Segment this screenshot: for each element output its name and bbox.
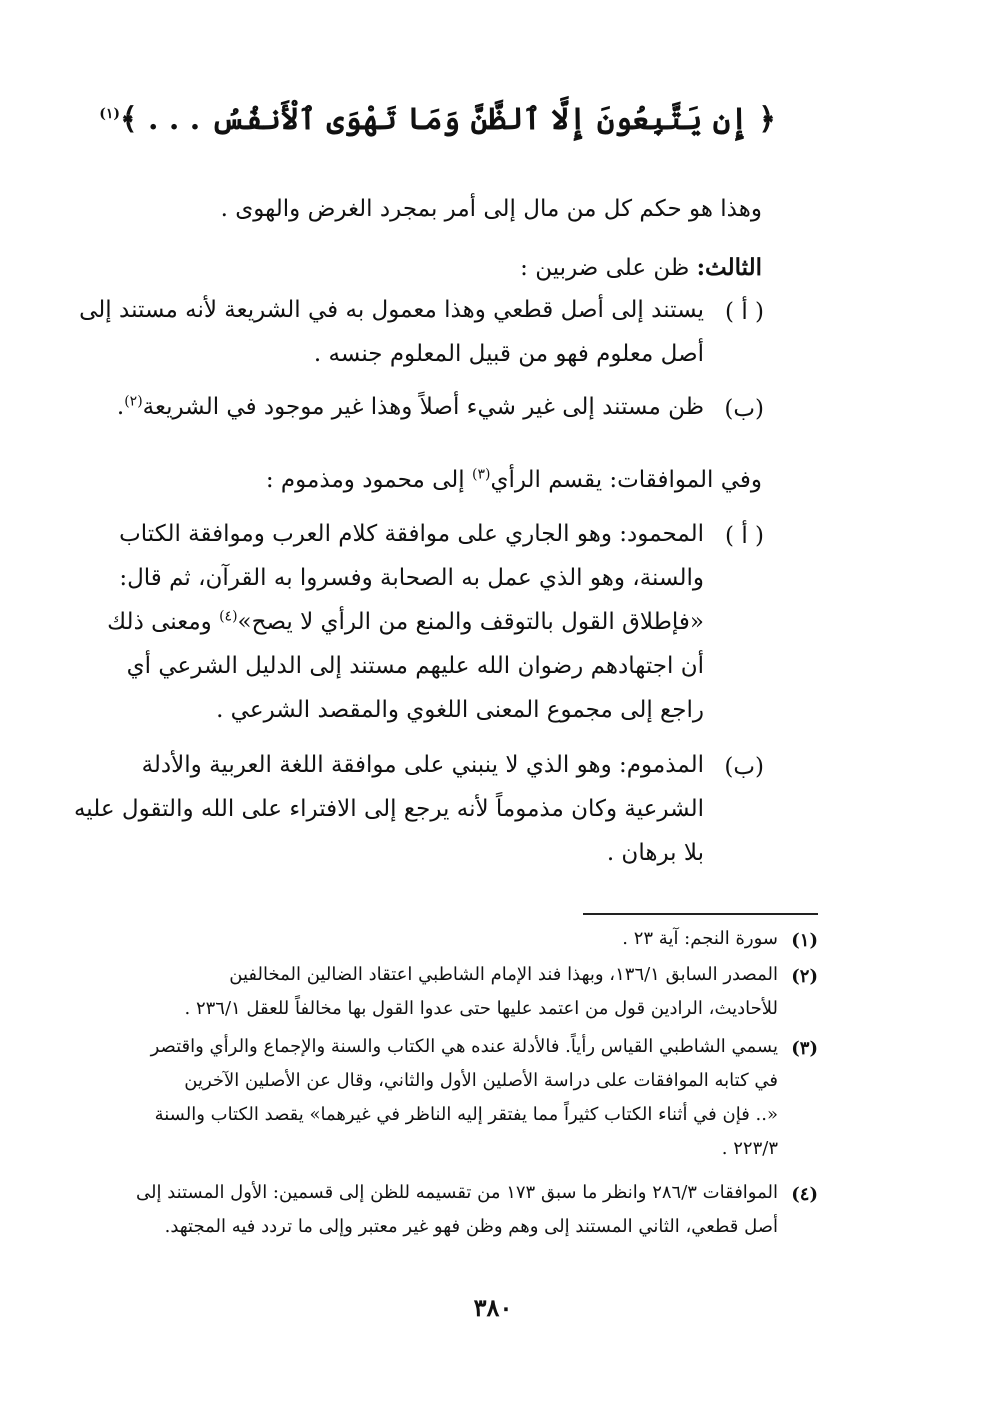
page-number: ٣٨٠ xyxy=(473,1293,513,1322)
footnote-3-line-4: ٢٢٣/٣ . xyxy=(721,1138,778,1159)
footnote-4-line-2: أصل قطعي، الثاني المستند إلى وهم وظن فهو غير معتبر وإلى ما تردد فيه المجتهد. xyxy=(164,1216,778,1237)
a2-line-3-end: ومعنى ذلك xyxy=(107,609,212,635)
list-marker-a1: ( أ ) xyxy=(725,299,764,325)
b2-line-1: المذموم: وهو الذي لا ينبني على موافقة اللغة العربية والأدلة xyxy=(141,752,704,778)
muwafaqat-line xyxy=(265,466,762,493)
third-heading-line xyxy=(520,256,762,280)
a2-line-4: أن اجتهادهم رضوان الله عليهم مستند إلى الدليل الشرعي أي xyxy=(126,653,704,679)
b1-footnote-ref: (٢) xyxy=(124,393,143,410)
quran-verse xyxy=(99,102,776,137)
b1-line xyxy=(116,393,704,420)
a2-line-5: راجع إلى مجموع المعنى اللغوي والمقصد الشرعي . xyxy=(216,697,704,723)
footnote-3-line-1: يسمي الشاطبي القياس رأياً. فالأدلة عنده هي الكتاب والسنة والإجماع والرأي واقتصر xyxy=(150,1036,778,1057)
footnote-3-line-2: في كتابه الموافقات على دراسة الأصلين الأول والثاني، وقال عن الأصلين الآخرين xyxy=(184,1070,778,1091)
b1-end: . xyxy=(116,394,125,420)
paragraph-hukm: وهذا هو حكم كل من مال إلى أمر بمجرد الغرض والهوى . xyxy=(220,196,762,222)
footnote-1-number: (١) xyxy=(791,930,818,951)
a2-line-2: والسنة، وهو الذي عمل به الصحابة وفسروا به القرآن، ثم قال: xyxy=(119,565,704,591)
footnote-3-number: (٣) xyxy=(791,1038,818,1059)
footnote-4-number: (٤) xyxy=(791,1184,818,1205)
muwafaqat-footnote-ref: (٣) xyxy=(471,466,491,483)
footnote-1-line-1: سورة النجم: آية ٢٣ . xyxy=(622,928,778,949)
b1-text: ظن مستند إلى غير شيء أصلاً وهذا غير موجود في الشريعة xyxy=(142,394,704,420)
a2-line-3 xyxy=(107,608,704,635)
a1-line-1: يستند إلى أصل قطعي وهذا معمول به في الشريعة لأنه مستند إلى xyxy=(79,297,704,323)
footnote-2-line-2: للأحاديث، الرادين قول من اعتمد عليها حتى عدوا القول بها مخالفاً للعقل ٢٣٦/١ . xyxy=(184,998,778,1019)
footnote-separator xyxy=(583,913,818,915)
list-marker-a2: ( أ ) xyxy=(725,523,764,549)
b2-line-2: الشرعية وكان مذموماً لأنه يرجع إلى الافتراء على الله والتقول عليه xyxy=(73,796,704,822)
a1-line-2: أصل معلوم فهو من قبيل المعلوم جنسه . xyxy=(313,341,704,367)
footnote-3-line-3: «.. فإن في أثناء الكتاب كثيراً مما يفتقر إليه الناظر في غيرهما» يقصد الكتاب والسنة xyxy=(154,1104,778,1125)
muwafaqat-post: إلى محمود ومذموم : xyxy=(265,467,465,493)
third-text: ظن على ضربين : xyxy=(520,255,690,281)
verse-footnote-ref: (١) xyxy=(99,106,120,122)
list-marker-b2: (ب) xyxy=(724,754,764,780)
list-marker-b1: (ب) xyxy=(724,396,764,422)
third-label: الثالث: xyxy=(696,254,762,281)
a2-line-1: المحمود: وهو الجاري على موافقة كلام العرب وموافقة الكتاب xyxy=(119,521,704,547)
a2-line-3-text: «فإطلاق القول بالتوقف والمنع من الرأي لا يصح» xyxy=(237,609,704,635)
muwafaqat-pre: وفي الموافقات: يقسم الرأي xyxy=(490,467,762,493)
footnote-4-line-1: الموافقات ٢٨٦/٣ وانظر ما سبق ١٧٣ من تقسيمه للظن إلى قسمين: الأول المستند إلى xyxy=(135,1182,778,1203)
a2-footnote-ref: (٤) xyxy=(219,608,238,625)
footnote-2-number: (٢) xyxy=(791,966,818,987)
footnote-2-line-1: المصدر السابق ١٣٦/١، وبهذا فند الإمام الشاطبي اعتقاد الضالين المخالفين xyxy=(229,964,778,985)
b2-line-3: بلا برهان . xyxy=(606,840,704,866)
verse-text: ﴿ إِن يَتَّبِعُونَ إِلَّا ٱلظَّنَّ وَمَا تَهْوَى ٱلْأَنفُسُ . . . ﴾ xyxy=(120,102,776,137)
